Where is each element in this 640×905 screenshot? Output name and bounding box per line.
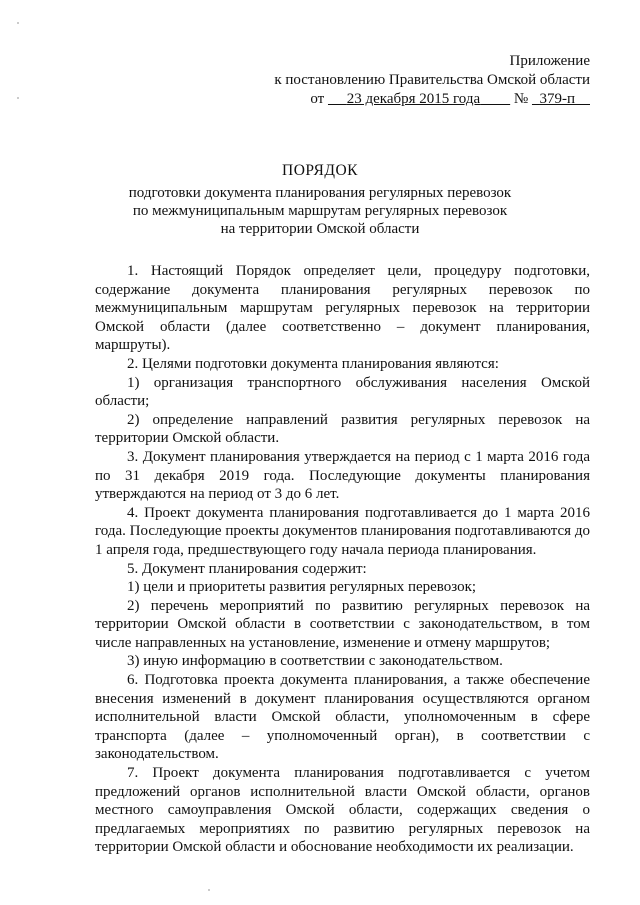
scan-speck — [17, 22, 19, 24]
scan-speck — [17, 97, 19, 99]
paragraph-3: 3. Документ планирования утверждается на период с 1 марта 2016 года по 31 декабря 2019 года. Последующие документы планирования утверждаются на период от 3 до 6 лет. — [95, 448, 590, 503]
annex-header — [210, 52, 590, 109]
number-value — [532, 91, 590, 107]
resolution-reference: к постановлению Правительства Омской области — [274, 72, 590, 88]
date-value — [328, 91, 510, 107]
number-prefix: № — [513, 91, 529, 107]
paragraph-5-item-3: 3) иную информацию в соответствии с законодательством. — [127, 653, 503, 670]
document-title-block — [110, 162, 530, 238]
paragraph-6: 6. Подготовка проекта документа планирования, а также обеспечение внесения изменений в документ планирования осуществляются органом исполнительной власти Омской области, уполномоченным в сфере транспорта (далее – уполномоченный орган), в соответствии с законодательством. — [95, 672, 590, 763]
document-subtitle-line-1: подготовки документа планирования регулярных перевозок — [128, 185, 512, 201]
document-subtitle-line-3: на территории Омской области — [220, 221, 420, 237]
paragraph-2-item-2: 2) определение направлений развития регулярных перевозок на территории Омской области. — [95, 411, 590, 447]
annex-label: Приложение — [509, 53, 590, 69]
paragraph-2: 2. Целями подготовки документа планирования являются: — [127, 355, 499, 372]
paragraph-5-item-2: 2) перечень мероприятий по развитию регулярных перевозок на территории Омской области в соответствии с законодательством, в том числе направленных на установление, изменение и отмену маршрутов; — [95, 597, 590, 651]
paragraph-7: 7. Проект документа планирования подготавливается с учетом предложений органов исполнительной власти Омской области, органов местного самоуправления Омской области, содержащих сведения о предлагаемых мероприятиях по развитию регулярных перевозок на территории Омской области и обоснование необходимости их реализации. — [95, 765, 590, 856]
resolution-date-number — [210, 90, 590, 109]
date-text: 23 декабря 2015 года — [346, 91, 481, 107]
paragraph-5: 5. Документ планирования содержит: — [127, 560, 367, 577]
paragraph-2-item-1: 1) организация транспортного обслуживания населения Омской области; — [95, 374, 590, 410]
paragraph-4: 4. Проект документа планирования подготавливается до 1 марта 2016 года. Последующие проекты документов планирования подготавливаются до 1 апреля года, предшествующего году начала периода планирования. — [95, 504, 590, 558]
document-title: ПОРЯДОК — [282, 162, 358, 179]
scan-speck — [208, 889, 210, 891]
document-body — [95, 262, 590, 857]
paragraph-5-item-1: 1) цели и приоритеты развития регулярных перевозок; — [127, 579, 477, 596]
number-text: 379-п — [539, 91, 575, 107]
document-subtitle-line-2: по межмуниципальным маршрутам регулярных перевозок — [132, 203, 508, 219]
paragraph-1: 1. Настоящий Порядок определяет цели, процедуру подготовки, содержание документа планирования регулярных перевозок по межмуниципальным маршрутам регулярных перевозок на территории Омской области (далее соответственно – документ планирования, маршруты). — [95, 263, 590, 354]
date-prefix: от — [310, 91, 325, 107]
